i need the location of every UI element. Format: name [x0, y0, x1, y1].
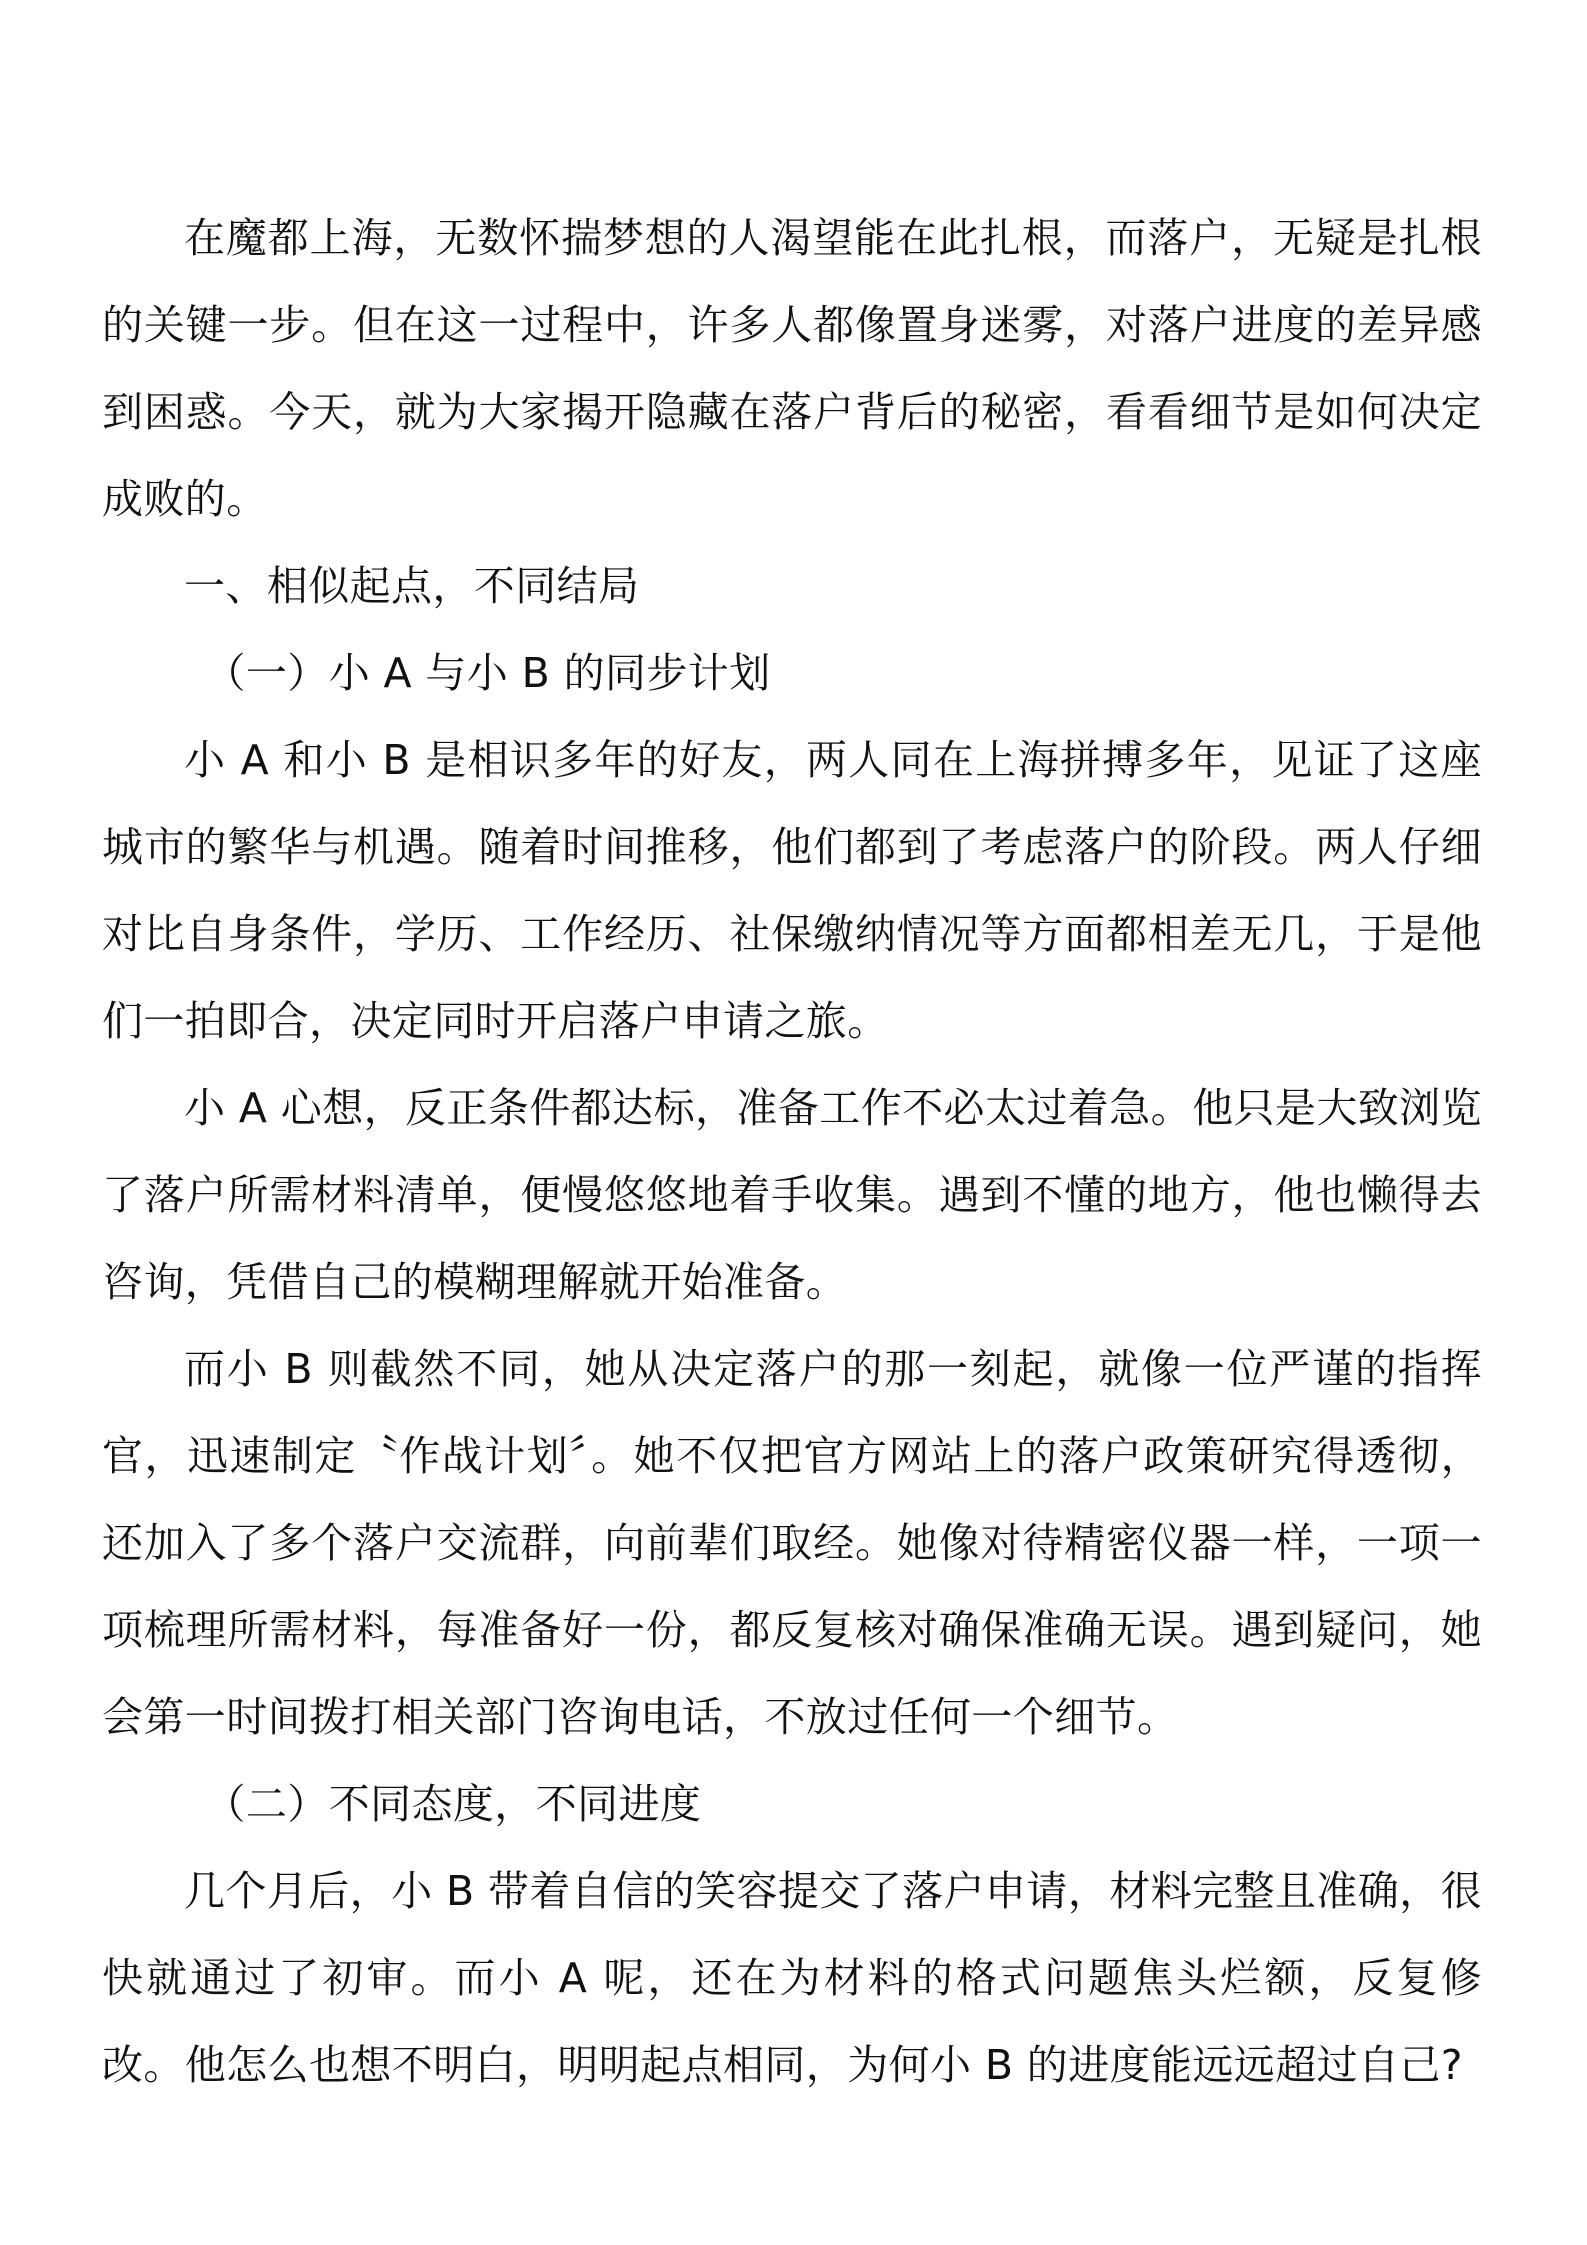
subsection-heading-2: （二）不同态度，不同进度 — [204, 1780, 702, 1828]
subsection-heading-1: （一）小 A 与小 B 的同步计划 — [204, 649, 771, 697]
section-heading-1: 一、相似起点，不同结局 — [184, 562, 640, 610]
body-paragraph-2: 小 A 心想，反正条件都达标，准备工作不必太过着急。他只是大致浏览了落户所需材料清单，便慢悠悠地着手收集。遇到不懂的地方，他也懒得去咨询，凭借自己的模糊理解就开始准备。 — [102, 1084, 1482, 1306]
document-body — [102, 195, 1482, 2109]
body-paragraph-3: 而小 B 则截然不同，她从决定落户的那一刻起，就像一位严谨的指挥官，迅速制定〝作战计划〞。她不仅把官方网站上的落户政策研究得透彻，还加入了多个落户交流群，向前辈们取经。她像对待精密仪器一样，一项一项梳理所需材料，每准备好一份，都反复核对确保准确无误。遇到疑问，她会第一时间拨打相关部门咨询电话，不放过任何一个细节。 — [102, 1345, 1482, 1741]
body-paragraph-4: 几个月后，小 B 带着自信的笑容提交了落户申请，材料完整且准确，很快就通过了初审。而小 A 呢，还在为材料的格式问题焦头烂额，反复修改。他怎么也想不明白，明明起点相同，为何小 B 的进度能远远超过自己? — [102, 1867, 1482, 2089]
intro-paragraph: 在魔都上海，无数怀揣梦想的人渴望能在此扎根，而落户，无疑是扎根的关键一步。但在这一过程中，许多人都像置身迷雾，对落户进度的差异感到困惑。今天，就为大家揭开隐藏在落户背后的秘密，看看细节是如何决定成败的。 — [102, 214, 1482, 523]
body-paragraph-1: 小 A 和小 B 是相识多年的好友，两人同在上海拼搏多年，见证了这座城市的繁华与机遇。随着时间推移，他们都到了考虑落户的阶段。两人仔细对比自身条件，学历、工作经历、社保缴纳情况等方面都相差无几，于是他们一拍即合，决定同时开启落户申请之旅。 — [102, 736, 1482, 1045]
